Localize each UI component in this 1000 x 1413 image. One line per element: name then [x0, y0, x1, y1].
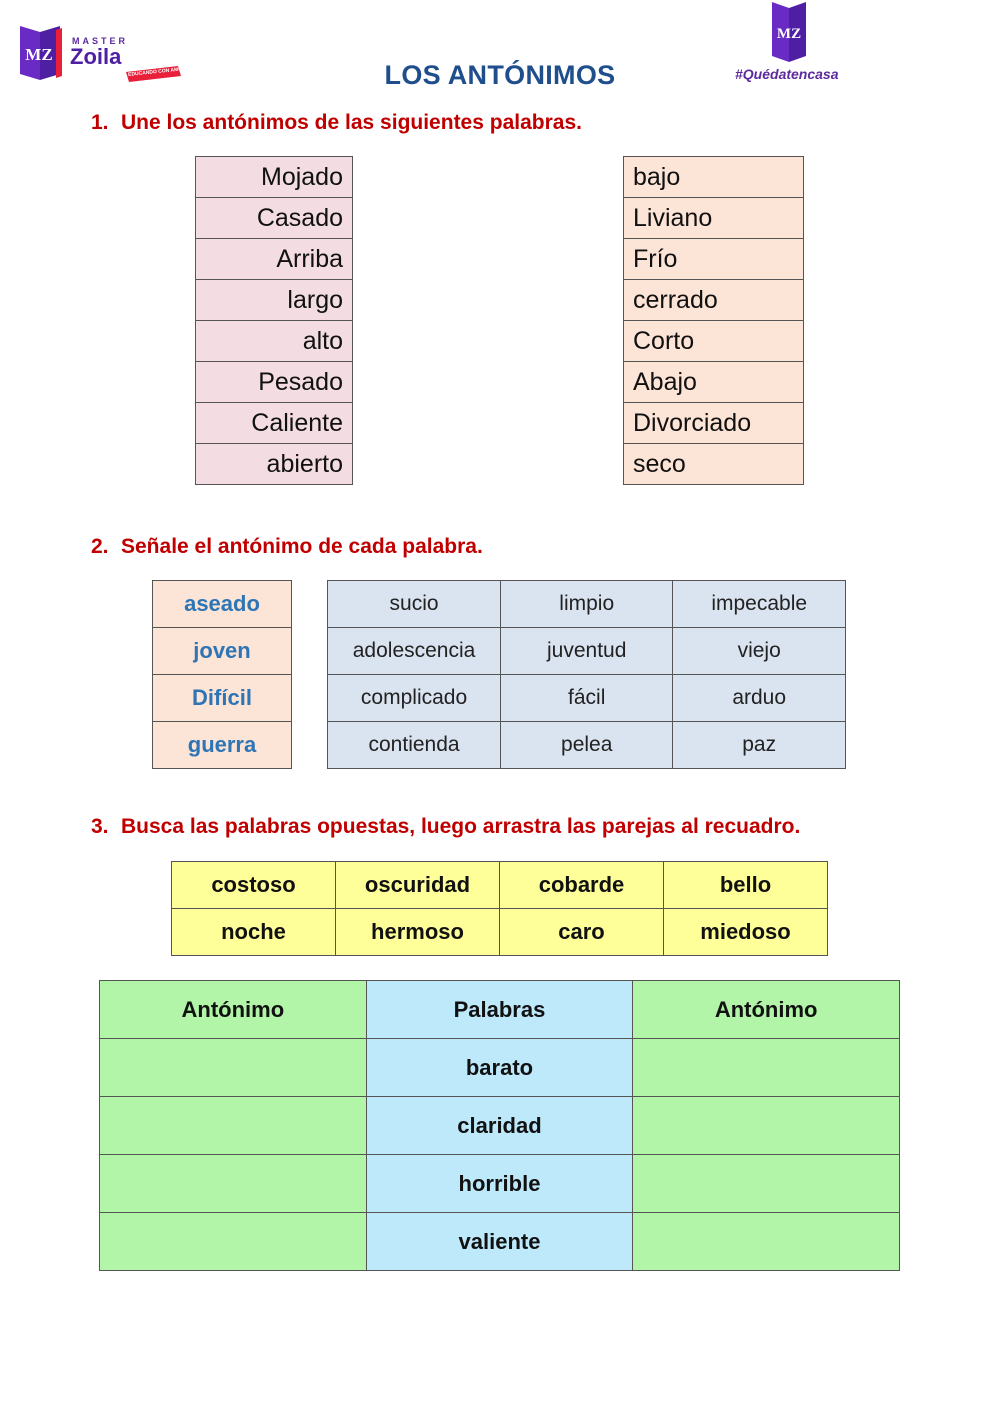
- option-cell[interactable]: arduo: [673, 675, 846, 722]
- grid-header-antonym: Antónimo: [633, 981, 900, 1039]
- option-cell[interactable]: pelea: [501, 722, 673, 769]
- option-cell[interactable]: adolescencia: [328, 628, 501, 675]
- match-word-left[interactable]: alto: [196, 321, 353, 362]
- draggable-word[interactable]: oscuridad: [336, 862, 500, 909]
- target-word: guerra: [153, 722, 292, 769]
- option-cell[interactable]: sucio: [328, 581, 501, 628]
- drop-zone[interactable]: [100, 1097, 367, 1155]
- match-word-left[interactable]: Casado: [196, 198, 353, 239]
- match-word-left[interactable]: Pesado: [196, 362, 353, 403]
- grid-word: barato: [366, 1039, 633, 1097]
- grid-word: claridad: [366, 1097, 633, 1155]
- options-row: [328, 675, 846, 722]
- drop-zone[interactable]: [633, 1039, 900, 1097]
- page-title: LOS ANTÓNIMOS: [384, 60, 616, 90]
- hashtag: #Quédatencasa: [735, 66, 839, 82]
- match-word-right[interactable]: Corto: [624, 321, 804, 362]
- match-word-right[interactable]: Frío: [624, 239, 804, 280]
- grid-header-words: Palabras: [366, 981, 633, 1039]
- drop-zone[interactable]: [633, 1213, 900, 1271]
- question-3-title: [91, 815, 800, 839]
- options-row: [328, 722, 846, 769]
- answer-grid: [99, 980, 900, 1271]
- brand-tagline: EDUCANDO CON AMOR: [127, 65, 187, 79]
- question-text: Señale el antónimo de cada palabra.: [121, 535, 483, 558]
- match-word-right[interactable]: bajo: [624, 157, 804, 198]
- draggable-word[interactable]: noche: [172, 909, 336, 956]
- option-cell[interactable]: fácil: [501, 675, 673, 722]
- left-word-column: [195, 156, 353, 485]
- target-word: Difícil: [153, 675, 292, 722]
- drop-zone[interactable]: [633, 1097, 900, 1155]
- svg-text:MZ: MZ: [25, 45, 53, 64]
- drop-zone[interactable]: [633, 1155, 900, 1213]
- grid-header-antonym: Antónimo: [100, 981, 367, 1039]
- match-word-left[interactable]: abierto: [196, 444, 353, 485]
- match-word-left[interactable]: Arriba: [196, 239, 353, 280]
- option-cell[interactable]: impecable: [673, 581, 846, 628]
- word-bank: [171, 861, 828, 956]
- question-text: Busca las palabras opuestas, luego arrastra las parejas al recuadro.: [121, 815, 801, 838]
- draggable-word[interactable]: cobarde: [500, 862, 664, 909]
- svg-text:MZ: MZ: [776, 26, 802, 42]
- options-row: [328, 581, 846, 628]
- grid-word: valiente: [366, 1213, 633, 1271]
- target-word: joven: [153, 628, 292, 675]
- target-word-list: [152, 580, 292, 769]
- draggable-word[interactable]: caro: [500, 909, 664, 956]
- match-word-left[interactable]: largo: [196, 280, 353, 321]
- grid-word: horrible: [366, 1155, 633, 1213]
- option-cell[interactable]: juventud: [501, 628, 673, 675]
- options-row: [328, 628, 846, 675]
- option-cell[interactable]: complicado: [328, 675, 501, 722]
- match-word-right[interactable]: cerrado: [624, 280, 804, 321]
- draggable-word[interactable]: hermoso: [336, 909, 500, 956]
- drop-zone[interactable]: [100, 1039, 367, 1097]
- question-number: 1.: [91, 111, 109, 134]
- brand-small: MASTER: [72, 36, 128, 46]
- question-number: 3.: [91, 815, 109, 838]
- match-word-right[interactable]: Liviano: [624, 198, 804, 239]
- match-word-right[interactable]: Divorciado: [624, 403, 804, 444]
- antonym-options-grid: [327, 580, 846, 769]
- match-word-right[interactable]: seco: [624, 444, 804, 485]
- option-cell[interactable]: viejo: [673, 628, 846, 675]
- option-cell[interactable]: paz: [673, 722, 846, 769]
- question-1-title: [91, 111, 582, 135]
- option-cell[interactable]: contienda: [328, 722, 501, 769]
- draggable-word[interactable]: costoso: [172, 862, 336, 909]
- book-logo-icon: [735, 2, 845, 66]
- option-cell[interactable]: limpio: [501, 581, 673, 628]
- brand-name: Zoila: [70, 44, 122, 69]
- draggable-word[interactable]: miedoso: [664, 909, 828, 956]
- match-word-left[interactable]: Mojado: [196, 157, 353, 198]
- match-word-left[interactable]: Caliente: [196, 403, 353, 444]
- question-text: Une los antónimos de las siguientes palabras.: [121, 111, 582, 134]
- question-2-title: [91, 535, 483, 559]
- drop-zone[interactable]: [100, 1155, 367, 1213]
- right-word-column: [623, 156, 804, 485]
- draggable-word[interactable]: bello: [664, 862, 828, 909]
- question-number: 2.: [91, 535, 109, 558]
- target-word: aseado: [153, 581, 292, 628]
- match-word-right[interactable]: Abajo: [624, 362, 804, 403]
- drop-zone[interactable]: [100, 1213, 367, 1271]
